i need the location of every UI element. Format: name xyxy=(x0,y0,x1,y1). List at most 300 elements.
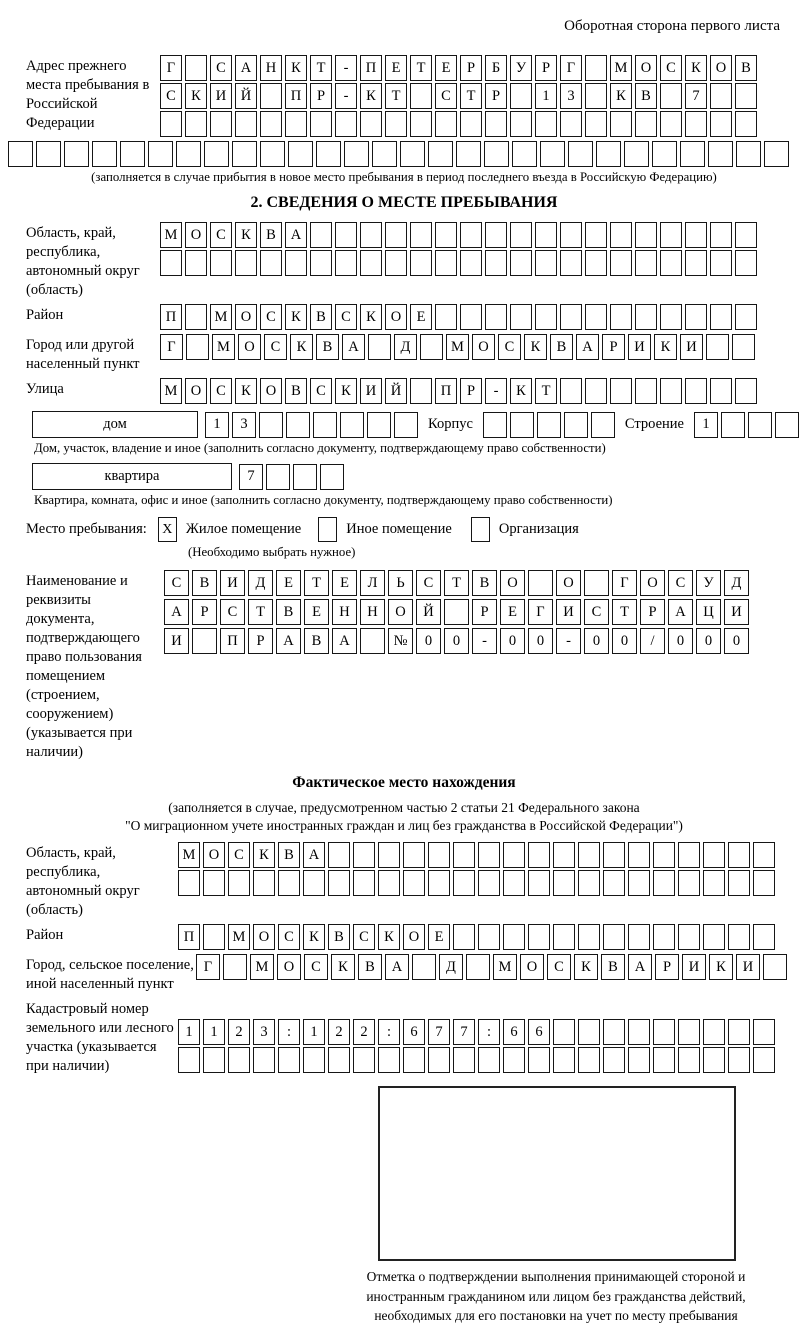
char-cell: Т xyxy=(310,55,332,81)
char-cell: 0 xyxy=(668,628,693,654)
char-cell: О xyxy=(556,570,581,596)
char-cell xyxy=(685,111,707,137)
char-cell xyxy=(635,222,657,248)
char-cell: Т xyxy=(460,83,482,109)
prev-address-row-3 xyxy=(160,111,757,137)
char-cell xyxy=(310,250,332,276)
char-cell: : xyxy=(278,1019,300,1045)
char-cell xyxy=(578,1047,600,1073)
char-cell: Р xyxy=(535,55,557,81)
char-cell: 1 xyxy=(205,412,229,438)
char-cell: Т xyxy=(444,570,469,596)
char-cell xyxy=(485,304,507,330)
char-cell xyxy=(528,924,550,950)
char-cell xyxy=(652,141,677,167)
oblast-row-2 xyxy=(160,250,757,276)
char-cell xyxy=(378,842,400,868)
kvartira-row xyxy=(32,463,782,490)
char-cell xyxy=(360,628,385,654)
gorod-row xyxy=(160,334,755,374)
char-cell: Д xyxy=(724,570,749,596)
char-cell xyxy=(678,842,700,868)
char-cell: - xyxy=(335,83,357,109)
char-cell xyxy=(228,870,250,896)
char-cell: П xyxy=(220,628,245,654)
char-cell xyxy=(8,141,33,167)
char-cell: А xyxy=(235,55,257,81)
char-cell xyxy=(753,842,775,868)
char-cell: С xyxy=(220,599,245,625)
char-cell: В xyxy=(472,570,497,596)
char-cell: - xyxy=(335,55,357,81)
char-cell: И xyxy=(556,599,581,625)
char-cell xyxy=(310,222,332,248)
char-cell xyxy=(403,1047,425,1073)
char-cell xyxy=(703,842,725,868)
char-cell xyxy=(596,141,621,167)
char-cell: К xyxy=(235,222,257,248)
char-cell: Б xyxy=(485,55,507,81)
char-cell xyxy=(260,141,285,167)
char-cell xyxy=(453,842,475,868)
char-cell xyxy=(610,111,632,137)
char-cell xyxy=(528,570,553,596)
char-cell: 2 xyxy=(228,1019,250,1045)
char-cell: 1 xyxy=(535,83,557,109)
char-cell: А xyxy=(668,599,693,625)
char-cell: С xyxy=(164,570,189,596)
char-cell: Г xyxy=(160,55,182,81)
korpus-cells xyxy=(483,412,615,438)
char-cell xyxy=(185,111,207,137)
char-cell: Л xyxy=(360,570,385,596)
prev-address-row-1 xyxy=(160,55,757,81)
char-cell xyxy=(340,412,364,438)
char-cell: У xyxy=(510,55,532,81)
char-cell: 6 xyxy=(528,1019,550,1045)
char-cell: 7 xyxy=(453,1019,475,1045)
char-cell xyxy=(510,83,532,109)
char-cell xyxy=(735,378,757,404)
char-cell: О xyxy=(277,954,301,980)
char-cell: О xyxy=(185,378,207,404)
char-cell: Г xyxy=(612,570,637,596)
raion-field xyxy=(26,304,782,330)
char-cell: 0 xyxy=(444,628,469,654)
char-cell xyxy=(703,1019,725,1045)
char-cell: К xyxy=(235,378,257,404)
char-cell: К xyxy=(510,378,532,404)
char-cell xyxy=(428,870,450,896)
char-cell xyxy=(320,464,344,490)
char-cell xyxy=(710,378,732,404)
char-cell xyxy=(185,250,207,276)
char-cell xyxy=(628,1047,650,1073)
char-cell xyxy=(266,464,290,490)
char-cell: 7 xyxy=(428,1019,450,1045)
char-cell: Т xyxy=(612,599,637,625)
char-cell xyxy=(753,1047,775,1073)
char-cell xyxy=(192,628,217,654)
char-cell: Д xyxy=(439,954,463,980)
char-cell: В xyxy=(358,954,382,980)
char-cell xyxy=(721,412,745,438)
char-cell: И xyxy=(736,954,760,980)
char-cell xyxy=(444,599,469,625)
char-cell: А xyxy=(342,334,365,360)
char-cell xyxy=(453,870,475,896)
char-cell: 1 xyxy=(694,412,718,438)
char-cell: Р xyxy=(655,954,679,980)
char-cell: 3 xyxy=(232,412,256,438)
mesto-option-org xyxy=(471,517,579,542)
char-cell: Р xyxy=(485,83,507,109)
char-cell xyxy=(478,870,500,896)
char-cell xyxy=(286,412,310,438)
char-cell xyxy=(732,334,755,360)
char-cell: В xyxy=(278,842,300,868)
char-cell xyxy=(560,222,582,248)
fact-oblast-label: Область, край, республика, автономный округ (область) xyxy=(26,845,140,918)
char-cell xyxy=(435,222,457,248)
org-option-label: Организация xyxy=(498,521,579,537)
char-cell xyxy=(553,1047,575,1073)
char-cell xyxy=(288,141,313,167)
char-cell: И xyxy=(628,334,651,360)
char-cell xyxy=(578,842,600,868)
fact-caption-2: "О миграционном учете иностранных граждан и лиц без гражданства в Российской Федерации") xyxy=(125,818,683,833)
char-cell xyxy=(585,304,607,330)
char-cell xyxy=(591,412,615,438)
char-cell xyxy=(610,304,632,330)
char-cell xyxy=(428,1047,450,1073)
fact-gorod-field xyxy=(26,954,782,994)
char-cell xyxy=(653,1019,675,1045)
stamp-box xyxy=(378,1086,736,1261)
char-cell: С xyxy=(416,570,441,596)
char-cell xyxy=(403,842,425,868)
korpus-label: Корпус xyxy=(428,416,473,432)
char-cell xyxy=(628,924,650,950)
char-cell: С xyxy=(160,83,182,109)
char-cell xyxy=(223,954,247,980)
inoe-checkbox xyxy=(318,517,337,542)
char-cell xyxy=(553,924,575,950)
char-cell xyxy=(120,141,145,167)
char-cell: К xyxy=(331,954,355,980)
char-cell xyxy=(478,842,500,868)
char-cell xyxy=(528,870,550,896)
prev-address-row-4 xyxy=(8,141,782,167)
char-cell xyxy=(680,141,705,167)
char-cell xyxy=(535,111,557,137)
char-cell xyxy=(185,55,207,81)
char-cell xyxy=(460,304,482,330)
doc-label: Наименование и реквизиты документа, подтверждающего право пользования помещением (строением, сооружением) (указывается при наличии) xyxy=(26,573,142,760)
prev-address-grid xyxy=(160,55,757,137)
char-cell xyxy=(535,222,557,248)
char-cell xyxy=(328,1047,350,1073)
char-cell: В xyxy=(635,83,657,109)
char-cell: К xyxy=(709,954,733,980)
char-cell: А xyxy=(276,628,301,654)
char-cell: С xyxy=(304,954,328,980)
char-cell: Р xyxy=(640,599,665,625)
char-cell xyxy=(510,412,534,438)
char-cell: Р xyxy=(472,599,497,625)
char-cell xyxy=(400,141,425,167)
char-cell xyxy=(735,222,757,248)
char-cell: В xyxy=(328,924,350,950)
char-cell xyxy=(410,250,432,276)
char-cell xyxy=(278,870,300,896)
fact-gorod-label: Город, сельское поселение, иной населенный пункт xyxy=(26,957,194,992)
fact-oblast-row-1 xyxy=(178,842,775,868)
char-cell xyxy=(585,378,607,404)
char-cell: В xyxy=(310,304,332,330)
char-cell: Е xyxy=(385,55,407,81)
char-cell xyxy=(603,924,625,950)
char-cell xyxy=(232,141,257,167)
char-cell xyxy=(603,1047,625,1073)
char-cell xyxy=(685,250,707,276)
char-cell xyxy=(653,1047,675,1073)
char-cell xyxy=(303,1047,325,1073)
char-cell: Е xyxy=(410,304,432,330)
char-cell xyxy=(353,842,375,868)
ulitsa-row xyxy=(160,378,757,404)
char-cell: - xyxy=(472,628,497,654)
char-cell: С xyxy=(260,304,282,330)
char-cell: Д xyxy=(394,334,417,360)
char-cell: Е xyxy=(428,924,450,950)
char-cell xyxy=(585,55,607,81)
char-cell xyxy=(603,842,625,868)
char-cell xyxy=(412,954,436,980)
fact-heading: Фактическое место нахождения xyxy=(292,774,516,791)
char-cell xyxy=(635,250,657,276)
char-cell: Е xyxy=(276,570,301,596)
char-cell xyxy=(210,111,232,137)
char-cell xyxy=(510,222,532,248)
char-cell: С xyxy=(310,378,332,404)
char-cell: 3 xyxy=(253,1019,275,1045)
char-cell: В xyxy=(260,222,282,248)
char-cell xyxy=(528,842,550,868)
char-cell: А xyxy=(285,222,307,248)
char-cell: О xyxy=(385,304,407,330)
char-cell: 0 xyxy=(584,628,609,654)
char-cell xyxy=(635,304,657,330)
char-cell xyxy=(484,141,509,167)
char-cell: О xyxy=(203,842,225,868)
kvartira-cells xyxy=(239,464,344,490)
char-cell xyxy=(185,304,207,330)
ulitsa-label: Улица xyxy=(26,381,64,397)
char-cell: 0 xyxy=(528,628,553,654)
char-cell xyxy=(635,378,657,404)
char-cell: 2 xyxy=(328,1019,350,1045)
char-cell xyxy=(378,870,400,896)
char-cell: В xyxy=(601,954,625,980)
char-cell xyxy=(148,141,173,167)
char-cell xyxy=(728,842,750,868)
char-cell xyxy=(435,250,457,276)
char-cell: А xyxy=(628,954,652,980)
fact-gorod-row xyxy=(196,954,787,994)
char-cell: М xyxy=(493,954,517,980)
char-cell: О xyxy=(235,304,257,330)
char-cell xyxy=(728,924,750,950)
char-cell: О xyxy=(388,599,413,625)
char-cell xyxy=(678,1019,700,1045)
char-cell xyxy=(478,1047,500,1073)
char-cell xyxy=(735,111,757,137)
char-cell xyxy=(628,1019,650,1045)
char-cell xyxy=(678,870,700,896)
char-cell xyxy=(578,1019,600,1045)
char-cell: Р xyxy=(248,628,273,654)
char-cell: 0 xyxy=(696,628,721,654)
char-cell: К xyxy=(335,378,357,404)
char-cell: Г xyxy=(528,599,553,625)
char-cell: К xyxy=(524,334,547,360)
char-cell xyxy=(460,111,482,137)
char-cell xyxy=(466,954,490,980)
char-cell: Г xyxy=(196,954,220,980)
char-cell xyxy=(328,842,350,868)
char-cell xyxy=(259,412,283,438)
char-cell xyxy=(728,870,750,896)
char-cell: 1 xyxy=(303,1019,325,1045)
char-cell xyxy=(708,141,733,167)
mesto-option-zhiloe xyxy=(158,517,301,542)
char-cell xyxy=(585,250,607,276)
char-cell: / xyxy=(640,628,665,654)
char-cell: И xyxy=(724,599,749,625)
char-cell xyxy=(753,870,775,896)
char-cell: Т xyxy=(410,55,432,81)
char-cell xyxy=(410,222,432,248)
char-cell xyxy=(335,250,357,276)
char-cell xyxy=(510,304,532,330)
fact-raion-field xyxy=(26,924,782,950)
char-cell xyxy=(420,334,443,360)
char-cell xyxy=(728,1019,750,1045)
char-cell xyxy=(610,378,632,404)
char-cell: Т xyxy=(248,599,273,625)
choose-caption: (Необходимо выбрать нужное) xyxy=(188,545,356,559)
char-cell: : xyxy=(478,1019,500,1045)
char-cell xyxy=(385,111,407,137)
char-cell: Й xyxy=(235,83,257,109)
char-cell: О xyxy=(500,570,525,596)
char-cell xyxy=(703,924,725,950)
char-cell xyxy=(736,141,761,167)
dom-cells xyxy=(205,412,418,438)
char-cell: К xyxy=(654,334,677,360)
char-cell xyxy=(585,83,607,109)
char-cell: Е xyxy=(500,599,525,625)
char-cell: Е xyxy=(332,570,357,596)
char-cell xyxy=(160,111,182,137)
char-cell xyxy=(553,842,575,868)
char-cell: 2 xyxy=(353,1019,375,1045)
char-cell xyxy=(753,924,775,950)
char-cell xyxy=(685,378,707,404)
char-cell: Е xyxy=(435,55,457,81)
char-cell: № xyxy=(388,628,413,654)
char-cell: 0 xyxy=(612,628,637,654)
char-cell xyxy=(710,250,732,276)
char-cell xyxy=(610,222,632,248)
char-cell: В xyxy=(192,570,217,596)
doc-row-2 xyxy=(164,599,749,625)
char-cell: С xyxy=(278,924,300,950)
char-cell: И xyxy=(360,378,382,404)
char-cell xyxy=(775,412,799,438)
char-cell: К xyxy=(378,924,400,950)
char-cell: - xyxy=(485,378,507,404)
char-cell xyxy=(735,304,757,330)
char-cell xyxy=(410,83,432,109)
char-cell xyxy=(710,222,732,248)
char-cell: Р xyxy=(460,55,482,81)
char-cell xyxy=(503,924,525,950)
char-cell xyxy=(210,250,232,276)
char-cell xyxy=(186,334,209,360)
char-cell xyxy=(553,1019,575,1045)
fact-raion-label: Район xyxy=(26,927,64,943)
char-cell: П xyxy=(360,55,382,81)
char-cell: М xyxy=(178,842,200,868)
char-cell: Е xyxy=(304,599,329,625)
char-cell xyxy=(485,111,507,137)
char-cell xyxy=(335,111,357,137)
inoe-option-label: Иное помещение xyxy=(346,521,452,537)
char-cell: В xyxy=(316,334,339,360)
char-cell: К xyxy=(360,83,382,109)
char-cell xyxy=(353,870,375,896)
char-cell xyxy=(453,924,475,950)
char-cell: Н xyxy=(260,55,282,81)
char-cell: С xyxy=(435,83,457,109)
char-cell xyxy=(435,111,457,137)
char-cell: С xyxy=(668,570,693,596)
char-cell: О xyxy=(185,222,207,248)
char-cell xyxy=(510,250,532,276)
char-cell: К xyxy=(685,55,707,81)
oblast-field xyxy=(26,222,782,300)
mesto-label: Место пребывания: xyxy=(26,521,147,537)
char-cell: И xyxy=(682,954,706,980)
char-cell: М xyxy=(212,334,235,360)
char-cell xyxy=(353,1047,375,1073)
fact-caption-1: (заполняется в случае, предусмотренном частью 2 статьи 21 Федерального закона xyxy=(168,800,640,815)
char-cell xyxy=(428,141,453,167)
char-cell xyxy=(313,412,337,438)
char-cell xyxy=(385,222,407,248)
char-cell xyxy=(285,111,307,137)
char-cell: Р xyxy=(310,83,332,109)
char-cell xyxy=(385,250,407,276)
char-cell: С xyxy=(335,304,357,330)
oblast-label: Область, край, республика, автономный округ (область) xyxy=(26,225,140,298)
char-cell: С xyxy=(228,842,250,868)
char-cell xyxy=(678,1047,700,1073)
char-cell: Ц xyxy=(696,599,721,625)
zhiloe-checkbox: X xyxy=(158,517,177,542)
